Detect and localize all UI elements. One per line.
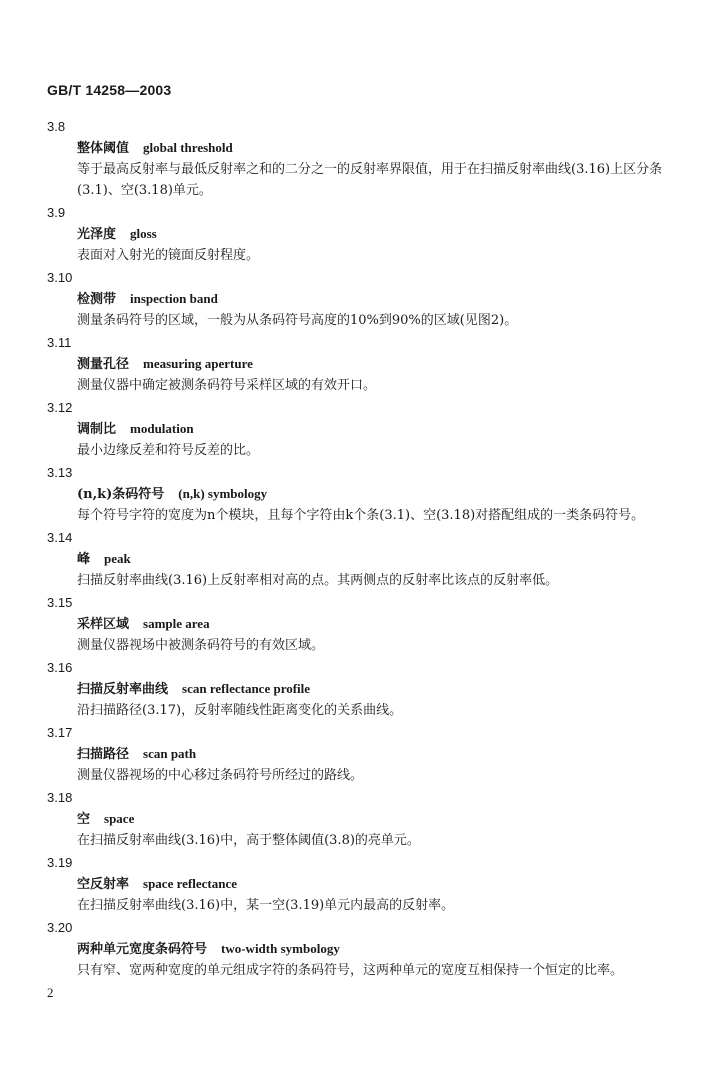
term-definition: 在扫描反射率曲线(3.16)中，高于整体阈值(3.8)的亮单元。	[77, 833, 420, 848]
term-number: 3.19	[47, 855, 73, 870]
term-chinese-name: 扫描反射率曲线	[77, 682, 169, 697]
term-title	[47, 679, 667, 700]
term-entry	[47, 334, 667, 396]
term-definition: 测量仪器中确定被测条码符号采样区域的有效开口。	[77, 378, 377, 393]
terms-list	[47, 118, 667, 984]
term-number: 3.14	[47, 530, 73, 545]
term-definition: 沿扫描路径(3.17)，反射率随线性距离变化的关系曲线。	[77, 703, 403, 718]
term-number: 3.20	[47, 920, 73, 935]
term-english-name: measuring aperture	[143, 356, 253, 371]
term-number: 3.17	[47, 725, 73, 740]
term-number: 3.15	[47, 595, 73, 610]
term-definition: 只有窄、宽两种宽度的单元组成字符的条码符号，这两种单元的宽度互相保持一个恒定的比率。	[77, 963, 624, 978]
term-number: 3.8	[47, 119, 66, 134]
term-number: 3.9	[47, 205, 66, 220]
term-definition: 扫描反射率曲线(3.16)上反射率相对高的点。其两侧点的反射率比该点的反射率低。	[77, 573, 559, 588]
term-english-name: space reflectance	[143, 876, 237, 891]
term-title	[47, 354, 667, 375]
term-title	[47, 138, 667, 159]
term-entry	[47, 659, 667, 721]
term-chinese-name: 调制比	[77, 422, 117, 437]
term-entry	[47, 529, 667, 591]
term-chinese-name: 空反射率	[77, 877, 130, 892]
term-english-name: inspection band	[130, 291, 218, 306]
term-chinese-name: 采样区域	[77, 617, 130, 632]
term-title	[47, 874, 667, 895]
term-definition: 每个符号字符的宽度为n个模块，且每个字符由k个条(3.1)、空(3.18)对搭配组成的一类条码符号。	[77, 508, 645, 523]
term-entry	[47, 854, 667, 916]
page-number: 2	[47, 985, 54, 1000]
term-title	[47, 614, 667, 635]
term-title	[47, 939, 667, 960]
term-english-name: modulation	[130, 421, 194, 436]
term-number: 3.12	[47, 400, 73, 415]
term-entry	[47, 919, 667, 981]
term-definition: 等于最高反射率与最低反射率之和的二分之一的反射率界限值，用于在扫描反射率曲线(3.16)上区分条(3.1)、空(3.18)单元。	[77, 162, 663, 198]
term-title	[47, 289, 667, 310]
term-chinese-name: 峰	[77, 552, 91, 567]
term-english-name: gloss	[130, 226, 157, 241]
term-entry	[47, 204, 667, 266]
term-number: 3.18	[47, 790, 73, 805]
standard-number-header: GB/T 14258—2003	[47, 82, 172, 98]
term-english-name: space	[104, 811, 135, 826]
term-number: 3.11	[47, 335, 72, 350]
term-definition: 表面对入射光的镜面反射程度。	[77, 248, 260, 263]
term-english-name: global threshold	[143, 140, 233, 155]
term-definition: 最小边缘反差和符号反差的比。	[77, 443, 260, 458]
term-number: 3.13	[47, 465, 73, 480]
term-chinese-name: 光泽度	[77, 227, 117, 242]
term-english-name: sample area	[143, 616, 210, 631]
term-entry	[47, 789, 667, 851]
term-chinese-name: 检测带	[77, 292, 117, 307]
term-entry	[47, 724, 667, 786]
term-definition: 测量仪器视场的中心移过条码符号所经过的路线。	[77, 768, 364, 783]
term-definition: 在扫描反射率曲线(3.16)中，某一空(3.19)单元内最高的反射率。	[77, 898, 455, 913]
term-chinese-name: 两种单元宽度条码符号	[77, 942, 208, 957]
term-title	[47, 549, 667, 570]
term-number: 3.10	[47, 270, 73, 285]
term-chinese-name: 整体阈值	[77, 141, 130, 156]
term-english-name: peak	[104, 551, 131, 566]
term-chinese-name: (n,k)条码符号	[77, 487, 165, 502]
term-entry	[47, 269, 667, 331]
term-entry	[47, 399, 667, 461]
term-chinese-name: 扫描路径	[77, 747, 130, 762]
term-title	[47, 744, 667, 765]
term-title	[47, 809, 667, 830]
term-definition: 测量仪器视场中被测条码符号的有效区域。	[77, 638, 325, 653]
term-english-name: scan path	[143, 746, 197, 761]
term-title	[47, 419, 667, 440]
term-english-name: two-width symbology	[221, 941, 340, 956]
term-english-name: (n,k) symbology	[178, 486, 268, 501]
term-title	[47, 484, 667, 505]
term-entry	[47, 118, 667, 201]
term-definition: 测量条码符号的区域，一般为从条码符号高度的10%到90%的区域(见图2)。	[77, 313, 518, 328]
term-number: 3.16	[47, 660, 73, 675]
term-english-name: scan reflectance profile	[182, 681, 311, 696]
term-chinese-name: 空	[77, 812, 91, 827]
term-chinese-name: 测量孔径	[77, 357, 130, 372]
term-entry	[47, 464, 667, 526]
term-entry	[47, 594, 667, 656]
term-title	[47, 224, 667, 245]
